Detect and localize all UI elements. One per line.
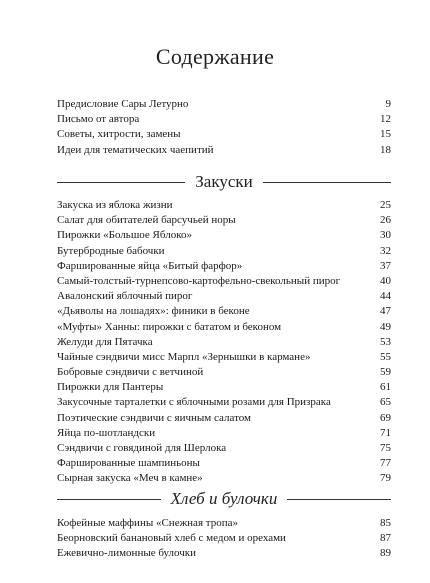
toc-entry[interactable] [57,112,391,127]
entry-page: 15 [380,128,391,141]
divider [57,182,185,183]
toc-entry[interactable] [57,320,391,335]
breads-list [57,516,391,562]
toc-entry[interactable] [57,516,391,531]
entry-label: Пирожки для Пантеры [57,381,164,394]
entry-page: 26 [380,214,391,227]
entry-label: Фаршированные шампиньоны [57,457,200,470]
entry-page: 12 [380,113,391,126]
entry-label: Ежевично-лимонные булочки [57,547,197,560]
toc-entry[interactable] [57,546,391,561]
entry-label: Идеи для тематических чаепитий [57,143,214,156]
entry-page: 53 [380,335,391,348]
toc-entry[interactable] [57,531,391,546]
entry-label: Закуска из яблока жизни [57,199,173,211]
entry-label: Самый-толстый-турнепсово-картофельно-свекольный пирог [57,274,341,287]
divider [263,182,391,183]
entry-page: 87 [380,532,391,545]
entry-label: Советы, хитрости, замены [57,128,181,141]
entry-label: Кофейные маффины «Снежная тропа» [57,517,238,529]
entry-page: 77 [380,457,391,470]
entry-label: Поэтические сэндвичи с яичным салатом [57,411,251,424]
entry-page: 37 [380,259,391,272]
entry-page: 55 [380,350,391,363]
toc-entry[interactable] [57,143,391,158]
toc-entry[interactable] [57,97,391,112]
entry-label: Пирожки «Большое Яблоко» [57,229,192,242]
entry-label: Желуди для Пятачка [57,335,153,348]
entry-label: Бобровые сэндвичи с ветчиной [57,366,204,379]
toc-entry[interactable] [57,213,391,228]
entry-label: Авалонский яблочный пирог [57,290,193,303]
toc-entry[interactable] [57,304,391,319]
section-title: Хлеб и булочки [170,489,278,508]
entry-page: 47 [380,305,391,318]
entry-label: Предисловие Сары Летурно [57,98,189,110]
intro-list [57,97,391,158]
toc-entry[interactable] [57,127,391,142]
toc-entry[interactable] [57,274,391,289]
entry-label: Фаршированные яйца «Битый фарфор» [57,259,243,272]
entry-page: 69 [380,411,391,424]
entry-page: 25 [380,199,391,211]
toc-entry[interactable] [57,426,391,441]
toc-entry[interactable] [57,365,391,380]
toc-entry[interactable] [57,471,391,486]
entry-label: Яйца по-шотландски [57,426,156,439]
page-title: Содержание [155,44,275,69]
toc-entry[interactable] [57,456,391,471]
entry-page: 30 [380,229,391,242]
entry-page: 89 [380,547,391,560]
entry-label: Беорновский банановый хлеб с медом и орехами [57,532,286,545]
toc-entry[interactable] [57,411,391,426]
entry-label: Закусочные тарталетки с яблочными розами для Призрака [57,396,331,409]
toc-entry[interactable] [57,259,391,274]
entry-page: 44 [380,290,391,303]
divider [57,499,161,500]
entry-page: 79 [380,472,391,485]
entry-label: «Дьяволы на лошадях»: финики в беконе [57,305,250,318]
entry-label: Письмо от автора [57,113,140,126]
entry-label: Сэндвичи с говядиной для Шерлока [57,442,227,454]
entry-page: 85 [380,517,391,529]
entry-page: 49 [380,320,391,333]
entry-label: Сырная закуска «Меч в камне» [57,472,203,485]
divider [287,499,391,500]
entry-page: 32 [380,244,391,257]
toc-entry[interactable] [57,244,391,259]
toc-entry[interactable] [57,289,391,304]
toc-entry[interactable] [57,380,391,395]
toc-entry[interactable] [57,395,391,410]
entry-label: Салат для обитателей барсучьей норы [57,214,236,227]
entry-label: Бутербродные бабочки [57,244,165,257]
toc-entry[interactable] [57,198,391,213]
entry-page: 40 [380,274,391,287]
entry-page: 65 [380,396,391,409]
toc-entry[interactable] [57,335,391,350]
entry-page: 61 [380,381,391,394]
entry-label: «Муфты» Ханны: пирожки с бататом и беконом [57,320,282,333]
entry-page: 75 [380,442,391,454]
entry-page: 59 [380,366,391,379]
appetizers-list [57,198,391,487]
entry-page: 18 [380,143,391,156]
entry-page: 9 [385,98,391,110]
toc-entry[interactable] [57,350,391,365]
entry-page: 71 [380,426,391,439]
toc-entry[interactable] [57,441,391,456]
section-title: Закуски [195,172,253,191]
section-heading-breads [57,487,391,511]
section-heading-appetizers [57,170,391,194]
entry-label: Чайные сэндвичи мисс Марпл «Зернышки в кармане» [57,350,311,363]
toc-entry[interactable] [57,228,391,243]
